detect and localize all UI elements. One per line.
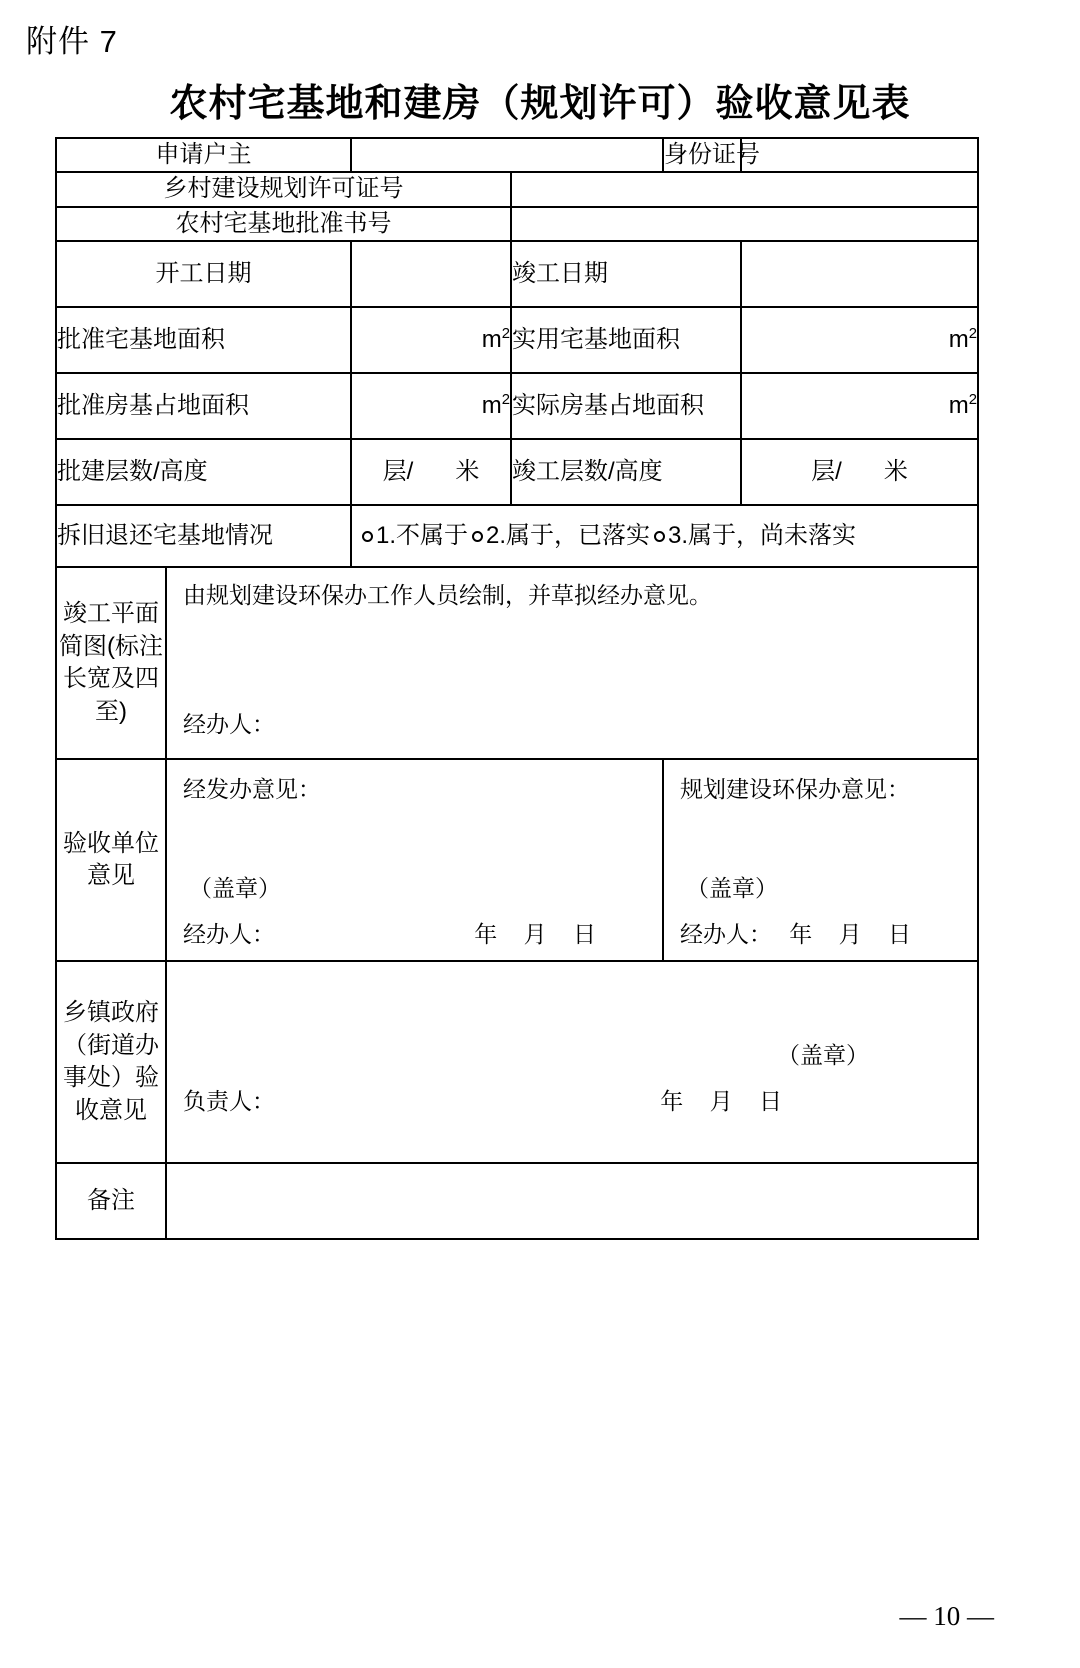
- demolition-option-1-label: 1.不属于: [376, 521, 469, 549]
- unit-meter: 米: [455, 457, 480, 485]
- form-table: [55, 137, 979, 1240]
- demolition-label: 拆旧退还宅基地情况: [56, 505, 351, 567]
- demolition-option-1[interactable]: [362, 520, 468, 552]
- homestead-approval-value[interactable]: [511, 207, 978, 241]
- township-opinion-area[interactable]: [166, 961, 978, 1163]
- table-row-village-permit: [56, 172, 978, 206]
- approved-floors-label: 批建层数/高度: [56, 439, 351, 505]
- remark-label: 备注: [56, 1163, 166, 1239]
- township-responsible-label: 负责人：: [183, 1088, 275, 1115]
- acceptance-unit-label: 验收单位意见: [56, 759, 166, 961]
- acceptance-left-signature-row: [183, 919, 650, 950]
- actual-footprint-value[interactable]: [741, 373, 978, 439]
- unit-floor: 层/: [382, 457, 414, 485]
- acceptance-opinion-right[interactable]: [663, 759, 978, 961]
- village-permit-value[interactable]: [511, 172, 978, 206]
- demolition-option-2[interactable]: [472, 520, 650, 552]
- table-row-floors: [56, 439, 978, 505]
- completed-floors-value[interactable]: [741, 439, 978, 505]
- township-label: 乡镇政府（街道办事处）验收意见: [56, 961, 166, 1163]
- table-row-remark: [56, 1163, 978, 1239]
- unit-floor: 层/: [811, 457, 842, 485]
- table-row-homestead-approval: [56, 207, 978, 241]
- unit-exponent: 2: [501, 325, 510, 342]
- demolition-option-3-label: 3.属于，尚未落实: [668, 521, 857, 549]
- completion-date-label: 竣工日期: [511, 241, 741, 307]
- table-row-sketch: [56, 567, 978, 759]
- approved-footprint-value[interactable]: [351, 373, 511, 439]
- acceptance-right-signature-row: [680, 919, 965, 950]
- demolition-options: [351, 505, 978, 567]
- actual-footprint-label: 实际房基占地面积: [511, 373, 741, 439]
- unit-meter: 米: [883, 457, 908, 485]
- acceptance-left-date: 年 月 日: [474, 921, 606, 948]
- remark-value[interactable]: [166, 1163, 978, 1239]
- acceptance-form: [55, 137, 977, 1240]
- radio-circle-icon[interactable]: [472, 531, 483, 542]
- page-number-footer: — 10 —: [899, 1601, 994, 1631]
- acceptance-right-title: 规划建设环保办意见：: [680, 776, 910, 803]
- approved-homestead-area-label: 批准宅基地面积: [56, 307, 351, 373]
- table-row-homestead-area: [56, 307, 978, 373]
- page-title: 农村宅基地和建房（规划许可）验收意见表: [169, 83, 911, 125]
- acceptance-left-handler-label: 经办人：: [183, 921, 275, 948]
- radio-circle-icon[interactable]: [362, 531, 373, 542]
- completed-floors-label: 竣工层数/高度: [511, 439, 741, 505]
- start-date-label: 开工日期: [56, 241, 351, 307]
- table-row-dates: [56, 241, 978, 307]
- approved-footprint-label: 批准房基占地面积: [56, 373, 351, 439]
- unit-square-meter: m: [948, 325, 969, 353]
- actual-homestead-area-value[interactable]: [741, 307, 978, 373]
- table-row-footprint-area: [56, 373, 978, 439]
- sketch-handler-label: 经办人：: [183, 711, 275, 738]
- start-date-value[interactable]: [351, 241, 511, 307]
- table-row-applicant: [56, 138, 978, 172]
- unit-exponent: 2: [968, 391, 977, 408]
- applicant-label: 申请户主: [56, 138, 351, 172]
- acceptance-right-date: 年 月 日: [789, 921, 921, 948]
- sketch-area[interactable]: [166, 567, 978, 759]
- demolition-option-3[interactable]: [654, 520, 856, 552]
- table-row-acceptance-opinions: [56, 759, 978, 961]
- demolition-option-2-label: 2.属于，已落实: [486, 521, 651, 549]
- radio-circle-icon[interactable]: [654, 531, 665, 542]
- homestead-approval-label: 农村宅基地批准书号: [56, 207, 511, 241]
- acceptance-left-seal: （盖章）: [189, 875, 281, 902]
- unit-exponent: 2: [501, 391, 510, 408]
- unit-square-meter: m: [481, 391, 502, 419]
- completion-date-value[interactable]: [741, 241, 978, 307]
- unit-square-meter: m: [948, 391, 969, 419]
- table-row-township-opinion: [56, 961, 978, 1163]
- sketch-instruction: 由规划建设环保办工作人员绘制，并草拟经办意见。: [183, 582, 712, 609]
- table-row-demolition: [56, 505, 978, 567]
- actual-homestead-area-label: 实用宅基地面积: [511, 307, 741, 373]
- approved-homestead-area-value[interactable]: [351, 307, 511, 373]
- acceptance-opinion-left[interactable]: [166, 759, 663, 961]
- village-permit-label: 乡村建设规划许可证号: [56, 172, 511, 206]
- id-number-value[interactable]: [741, 138, 978, 172]
- unit-square-meter: m: [481, 325, 502, 353]
- acceptance-right-handler-label: 经办人：: [680, 921, 772, 948]
- township-date: 年 月 日: [660, 1088, 792, 1115]
- applicant-value[interactable]: [351, 138, 663, 172]
- approved-floors-value[interactable]: [351, 439, 511, 505]
- township-seal: （盖章）: [777, 1042, 869, 1069]
- acceptance-right-seal: （盖章）: [686, 875, 778, 902]
- sketch-label: 竣工平面简图(标注长宽及四至): [56, 567, 166, 759]
- acceptance-left-title: 经发办意见：: [183, 776, 321, 803]
- id-number-label: 身份证号: [663, 138, 741, 172]
- attachment-label: 附件 7: [26, 24, 118, 59]
- unit-exponent: 2: [968, 325, 977, 342]
